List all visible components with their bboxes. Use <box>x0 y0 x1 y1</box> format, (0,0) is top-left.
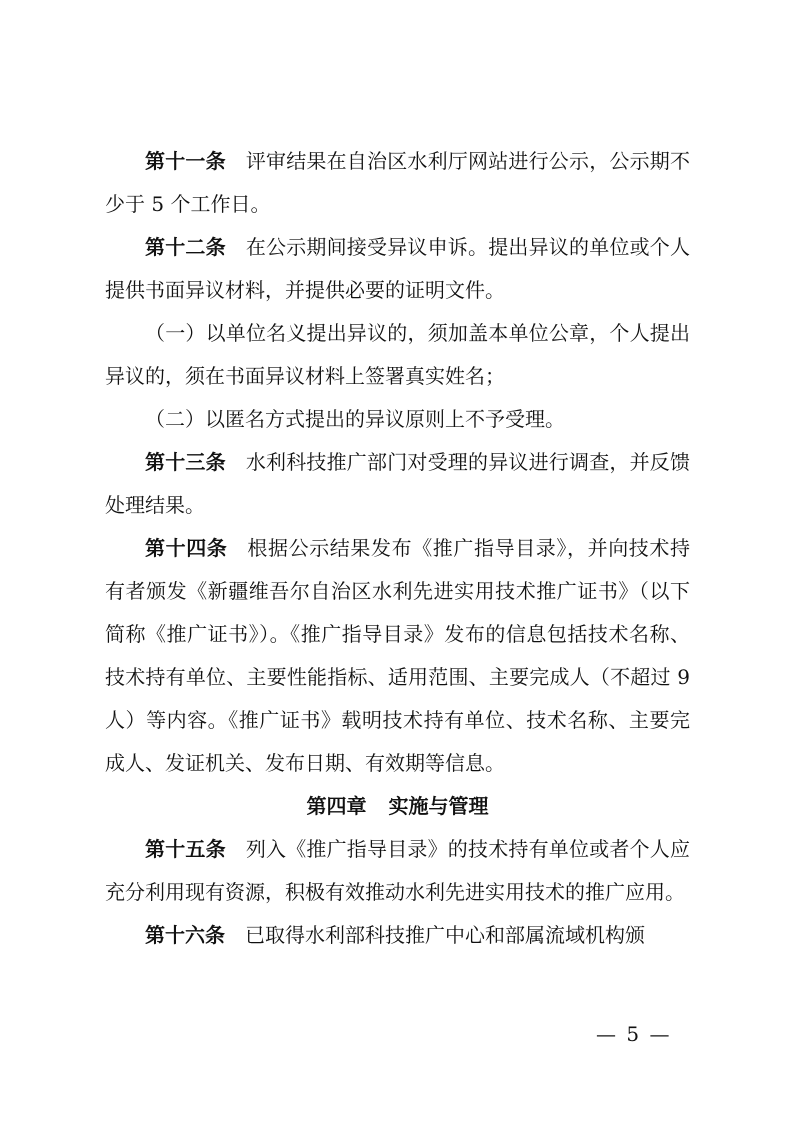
article-16 <box>105 914 690 957</box>
chapter-number: 第四章 <box>306 794 367 818</box>
article-13 <box>105 441 690 527</box>
article-label: 第十一条 <box>145 149 226 173</box>
article-text: 在公示期间接受异议申诉。提出异议的单位或个人提供书面异议材料，并提供必要的证明文件。 <box>105 235 691 302</box>
article-text: 评审结果在自治区水利厅网站进行公示，公示期不少于 5 个工作日。 <box>105 149 691 216</box>
article-12 <box>105 226 690 312</box>
list-item-2: （二）以匿名方式提出的异议原则上不予受理。 <box>145 407 565 431</box>
article-text: 已取得水利部科技推广中心和部属流域机构颁 <box>245 923 645 947</box>
article-label: 第十六条 <box>145 923 225 947</box>
page-number: — 5 — <box>596 1022 672 1046</box>
chapter-title: 实施与管理 <box>388 794 489 818</box>
article-14 <box>105 527 690 785</box>
article-text: 水利科技推广部门对受理的异议进行调查，并反馈处理结果。 <box>105 450 691 517</box>
document-body <box>105 140 690 957</box>
article-label: 第十四条 <box>145 536 228 560</box>
article-label: 第十二条 <box>145 235 226 259</box>
article-11 <box>105 140 690 226</box>
chapter-heading <box>105 785 690 828</box>
article-15 <box>105 828 690 914</box>
list-item-1: （一）以单位名义提出异议的，须加盖本单位公章，个人提出异议的，须在书面异议材料上签署真实姓名； <box>105 321 690 388</box>
article-text: 根据公示结果发布《推广指导目录》，并向技术持有者颁发《新疆维吾尔自治区水利先进实用技术推广证书》（以下简称《推广证书》）。《推广指导目录》发布的信息包括技术名称、技术持有单位、主要性能指标、适用范围、主要完成人（不超过 9 人）等内容。《推广证书》载明技术持有单位、技术名称、主要完成人、发证机关、发布日期、有效期等信息。 <box>105 536 691 775</box>
article-text: 列入《推广指导目录》的技术持有单位或者个人应充分利用现有资源，积极有效推动水利先进实用技术的推广应用。 <box>105 837 691 904</box>
article-label: 第十五条 <box>145 837 226 861</box>
article-label: 第十三条 <box>145 450 226 474</box>
